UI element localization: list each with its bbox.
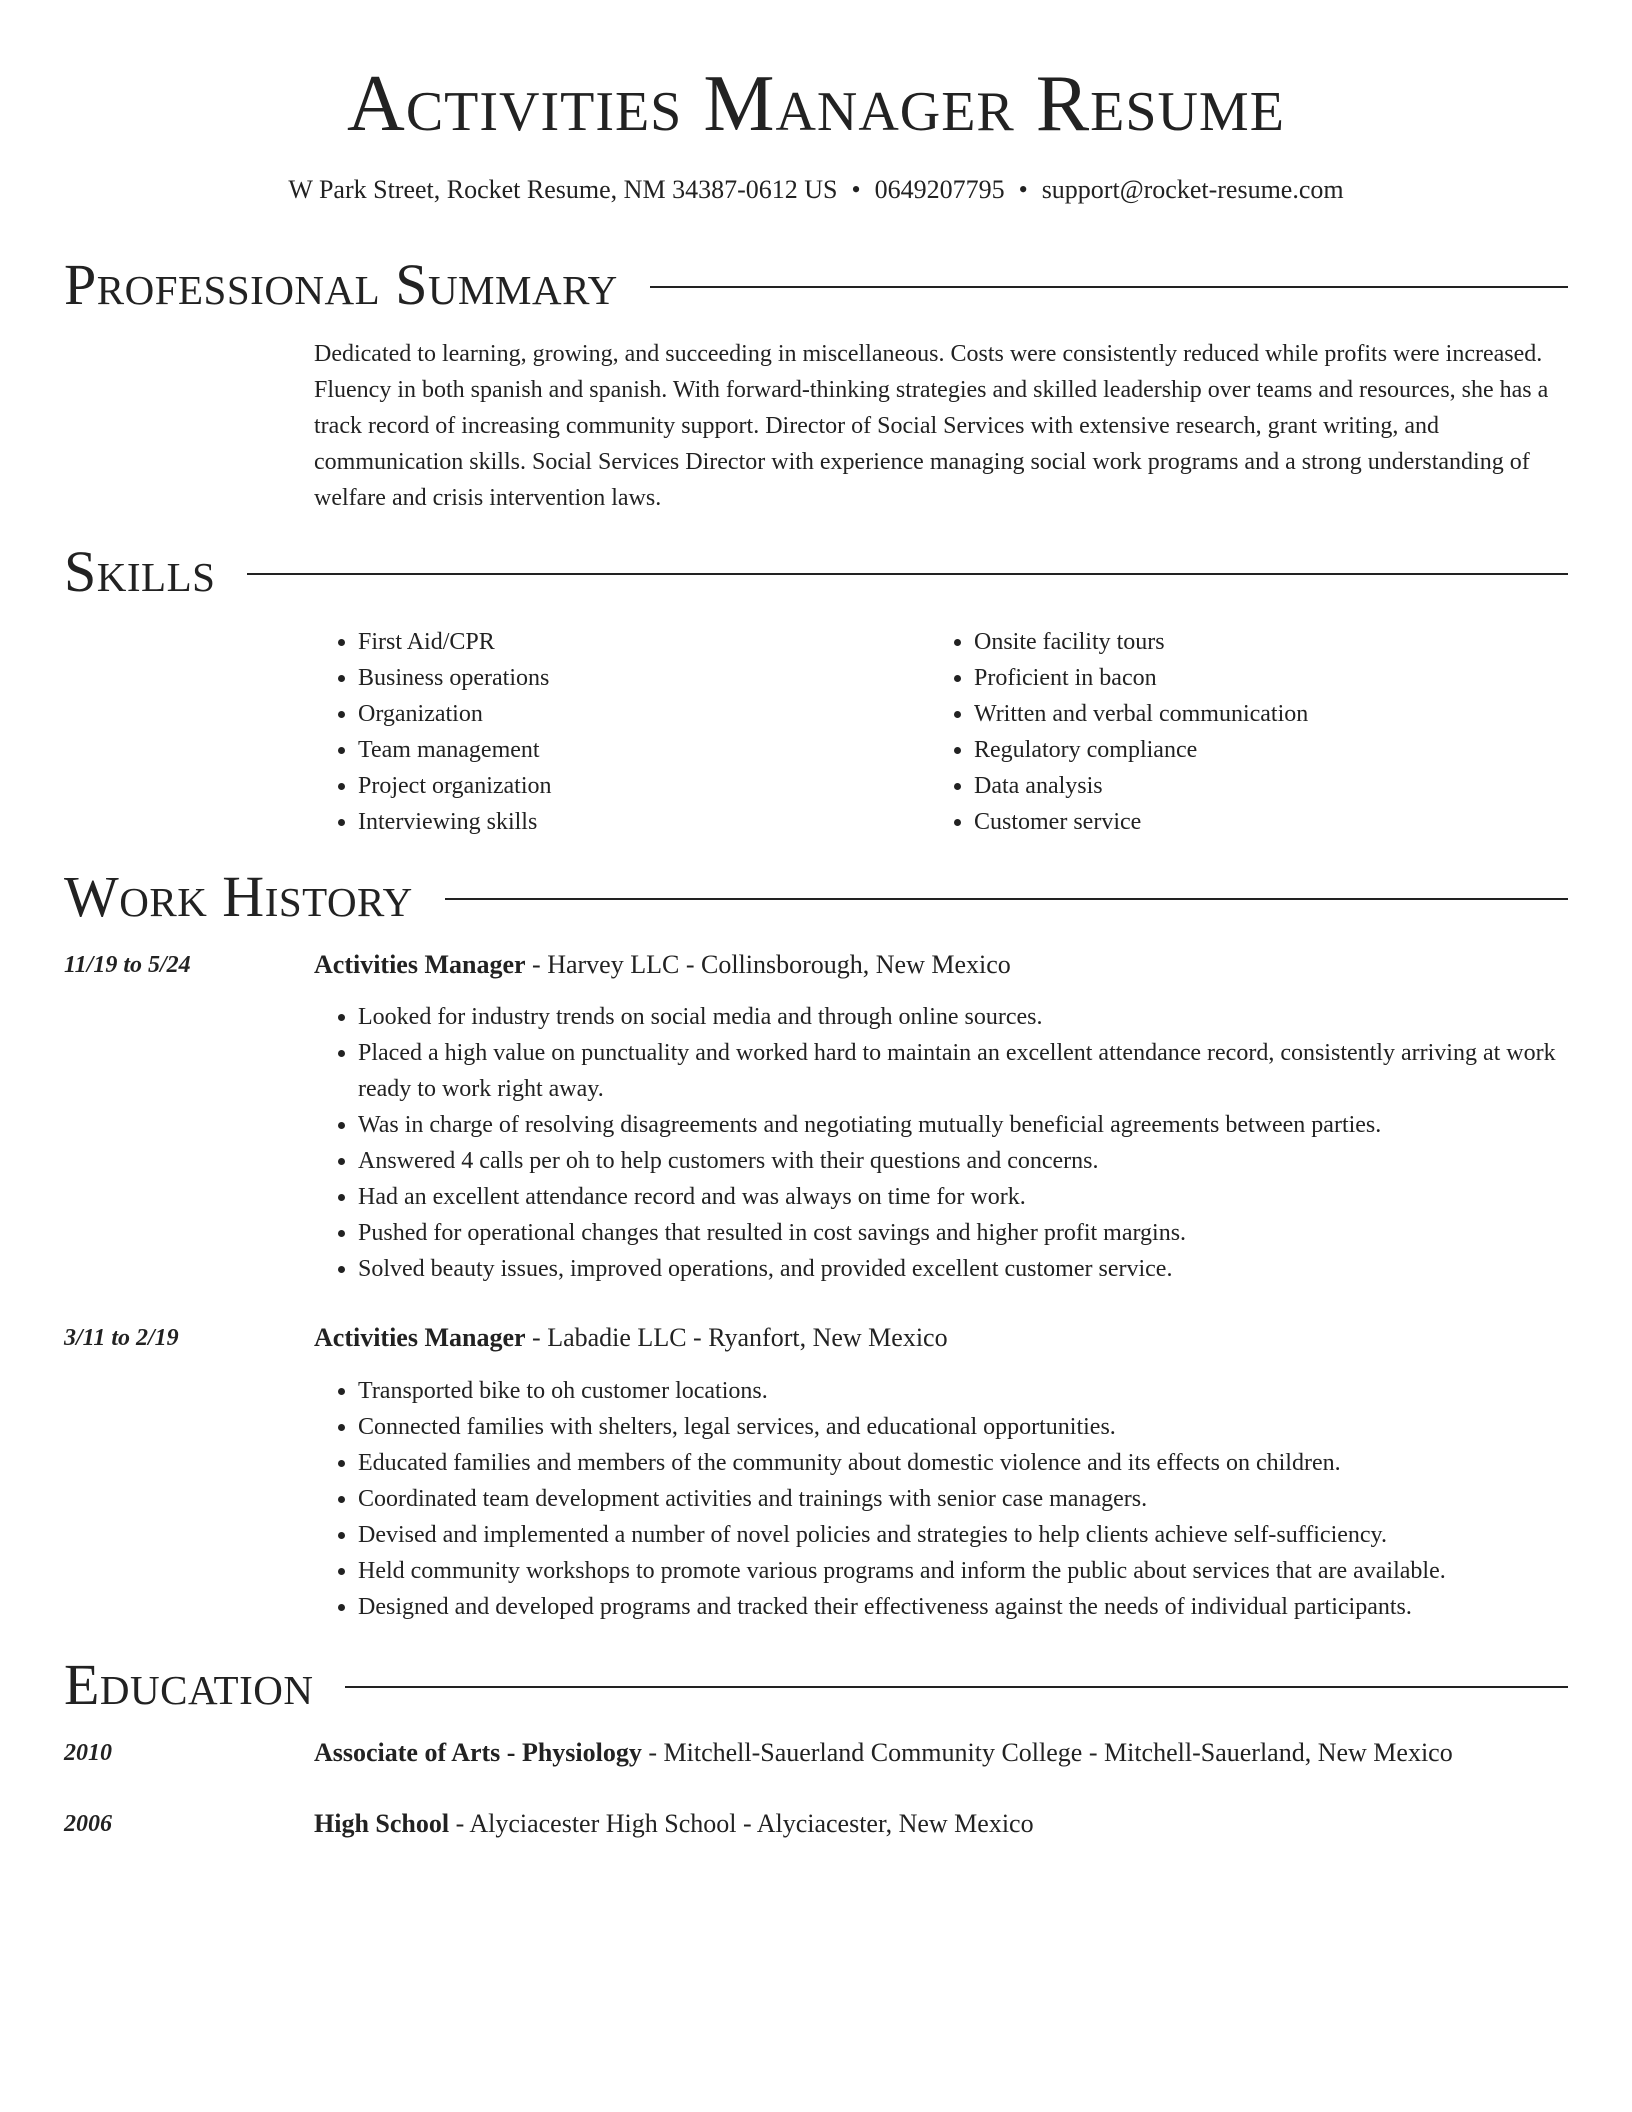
skill-item: • Written and verbal communication [974,696,1574,732]
skill-item: • Business operations [358,660,928,696]
section-title-skills: Skills [64,539,216,604]
contact-address: W Park Street, Rocket Resume, NM 34387-0612 US [288,175,838,204]
job-bullet: • Coordinated team development activities and trainings with senior case managers. [358,1481,1612,1517]
contact-separator: • [1018,175,1028,204]
section-header-skills [64,537,1568,607]
job-employer: - Labadie LLC - Ryanfort, New Mexico [525,1323,948,1352]
job-title: Activities Manager [314,950,526,979]
skill-item: • Team management [358,732,928,768]
job-bullet: • Answered 4 calls per oh to help customers with their questions and concerns. [358,1143,1612,1179]
skills-list-left [314,624,928,840]
job-bullets [314,999,1612,1287]
education-degree: High School [314,1809,450,1838]
skill-item: • Proficient in bacon [974,660,1574,696]
resume-title: Activities Manager Resume [347,60,1285,148]
job-title: Activities Manager [314,1323,526,1352]
job-title-line [314,947,1568,983]
section-title-education: Education [64,1652,314,1717]
job-bullet: • Was in charge of resolving disagreements and negotiating mutually beneficial agreements between parties. [358,1107,1612,1143]
skill-item: • Data analysis [974,768,1574,804]
contact-phone: 0649207795 [874,175,1005,204]
contact-email: support@rocket-resume.com [1041,175,1344,204]
skill-item: • Onsite facility tours [974,624,1574,660]
skill-item: • Customer service [974,804,1574,840]
job-bullet: • Designed and developed programs and tracked their effectiveness against the needs of individual participants. [358,1589,1612,1625]
job-title-line [314,1320,1568,1356]
education-school: - Alyciacester High School - Alyciacester, New Mexico [449,1809,1034,1838]
contact-separator: • [851,175,861,204]
education-line [314,1806,1568,1842]
job-bullet: • Had an excellent attendance record and was always on time for work. [358,1179,1612,1215]
education-year: 2006 [64,1811,112,1837]
section-rule [650,286,1568,288]
skill-item: • Project organization [358,768,928,804]
job-bullet: • Pushed for operational changes that resulted in cost savings and higher profit margins. [358,1215,1612,1251]
education-degree: Associate of Arts - Physiology [314,1738,642,1767]
job-date: 3/11 to 2/19 [64,1325,179,1351]
job-bullet: • Looked for industry trends on social media and through online sources. [358,999,1612,1035]
job-bullet: • Held community workshops to promote various programs and inform the public about services that are available. [358,1553,1612,1589]
section-rule [345,1686,1568,1688]
summary-text: Dedicated to learning, growing, and succeeding in miscellaneous. Costs were consistently reduced while profits were increased. Fluency in both spanish and spanish. With forward-thinking strategies and skilled leadership over teams and resources, she has a track record of increasing community support. Director of Social Services with extensive research, grant writing, and communication skills. Social Services Director with experience managing social work programs and a strong understanding of welfare and crisis intervention laws. [314,341,1549,511]
skill-item: • First Aid/CPR [358,624,928,660]
job-employer: - Harvey LLC - Collinsborough, New Mexico [525,950,1011,979]
skills-list-right [930,624,1574,840]
job-bullet: • Placed a high value on punctuality and worked hard to maintain an excellent attendance record, consistently arriving at work ready to work right away. [358,1035,1612,1107]
section-header-summary [64,250,1568,320]
job-bullet: • Devised and implemented a number of novel policies and strategies to help clients achieve self-sufficiency. [358,1517,1612,1553]
job-bullet: • Transported bike to oh customer locations. [358,1373,1612,1409]
section-rule [247,573,1568,575]
section-header-work [64,862,1568,932]
section-title-summary: Professional Summary [64,252,618,317]
contact-line [0,173,1632,207]
section-rule [445,898,1568,900]
job-bullets [314,1373,1612,1625]
job-date: 11/19 to 5/24 [64,952,191,978]
skill-item: • Interviewing skills [358,804,928,840]
education-line [314,1735,1568,1771]
job-bullet: • Educated families and members of the community about domestic violence and its effects on children. [358,1445,1612,1481]
section-header-education [64,1650,1568,1720]
education-year: 2010 [64,1740,112,1766]
skill-item: • Regulatory compliance [974,732,1574,768]
job-bullet: • Connected families with shelters, legal services, and educational opportunities. [358,1409,1612,1445]
job-bullet: • Solved beauty issues, improved operations, and provided excellent customer service. [358,1251,1612,1287]
skill-item: • Organization [358,696,928,732]
section-title-work: Work History [64,864,413,929]
education-school: - Mitchell-Sauerland Community College - Mitchell-Sauerland, New Mexico [641,1738,1453,1767]
